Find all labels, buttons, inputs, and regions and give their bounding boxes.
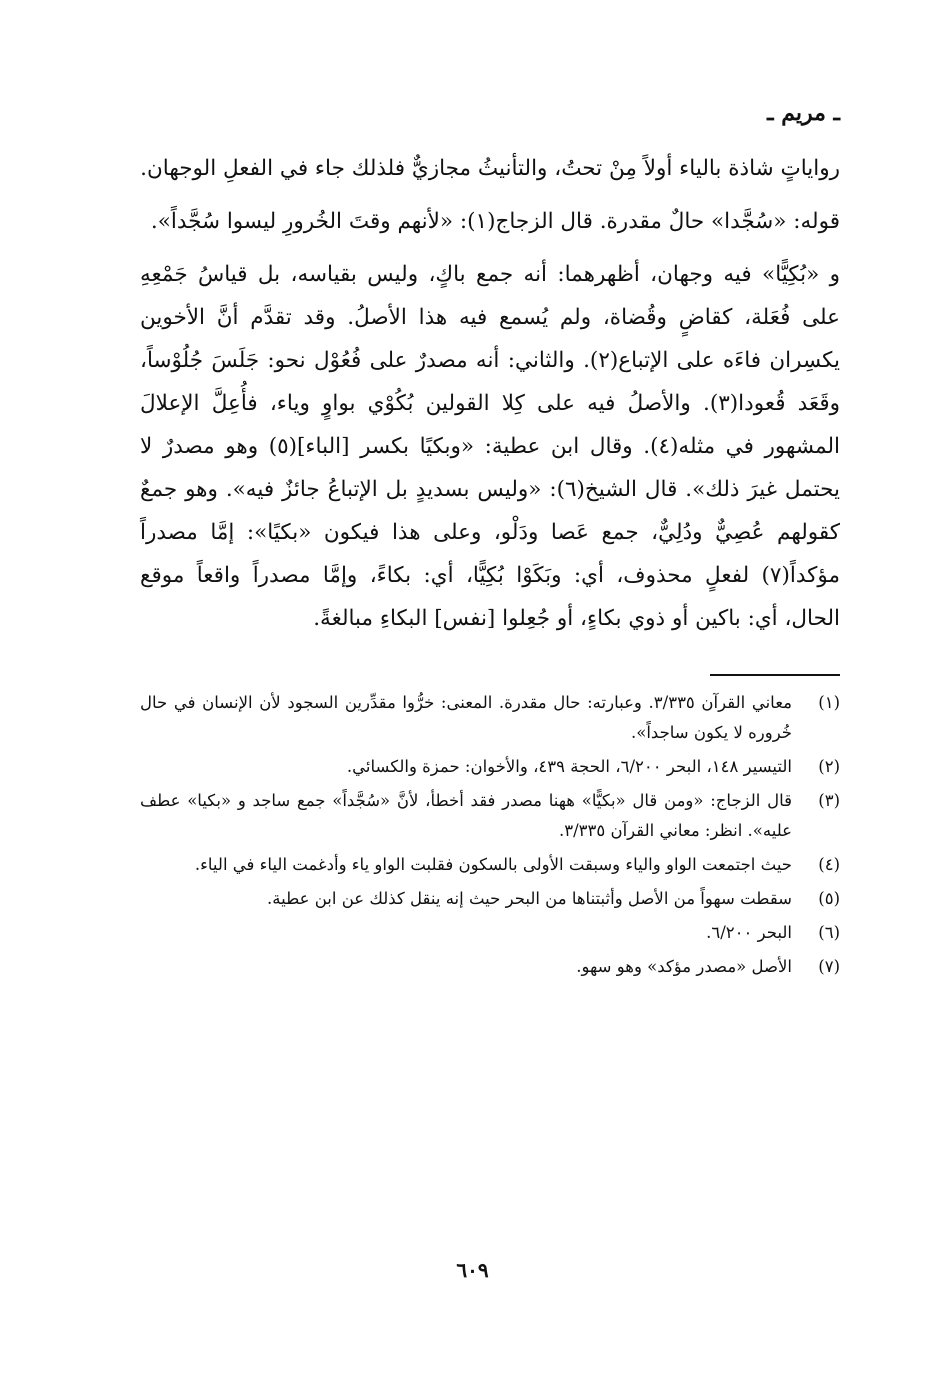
footnote-number: (٦) [818,923,840,942]
footnote-text: معاني القرآن ٣/٣٣٥. وعبارته: حال مقدرة. المعنى: خرُّوا مقدِّرين السجود لأن الإنسان في حال خُروره لا يكون ساجداً». [140,693,792,742]
footnote-number: (١) [818,693,840,712]
footnote-text: البحر ٦/٢٠٠. [706,923,792,942]
paragraph-3: و «بُكِيًّا» فيه وجهان، أظهرهما: أنه جمع باكٍ، وليس بقياسه، بل قياسُ جَمْعِهِ على فُعَلة، كقاضٍ وقُضاة، ولم يُسمع فيه هذا الأصلُ. وقد تقدَّم أنَّ الأخوين يكسِران فاءَه على الإتباع(٢). والثاني: أنه مصدرٌ على فُعُوْل نحو: جَلَسَ جُلُوْساً، وقَعَد قُعودا(٣). والأصلُ فيه على كِلا القولين بُكُوْي بواوٍ وياء، فأُعِلَّ الإعلالَ المشهور في مثله(٤). وقال ابن عطية: «وبكيًا بكسر [الباء](٥) وهو مصدرٌ لا يحتمل غيرَ ذلك». قال الشيخ(٦): «وليس بسديدٍ بل الإتباعُ جائزٌ فيه». وهو جمعٌ كقولهم عُصِيٌّ ودُلِيٌّ، جمع عَصا ودَلْو، وعلى هذا فيكون «بكيًا»: إمَّا مصدراً مؤكداً(٧) لفعلٍ محذوف، أي: وبَكَوْا بُكِيًّا، أي: بكاءً، وإمَّا مصدراً واقعاً موقع الحال، أي: باكين أو ذوي بكاءٍ، أو جُعِلوا [نفس] البكاءِ مبالغةً. [140,262,841,631]
footnote-text: سقطت سهواً من الأصل وأثبتناها من البحر حيث إنه ينقل كذلك عن ابن عطية. [267,889,792,908]
page-content [140,95,840,986]
page-number: ٦٠٩ [456,1258,489,1282]
footnote-6 [140,918,840,948]
footnote-text: قال الزجاج: «ومن قال «بكيًّا» ههنا مصدر فقد أخطأ، لأنَّ «سُجَّداً» جمع ساجد و «بكيا» عطف عليه». انظر: معاني القرآن ٣/٣٣٥. [140,791,792,840]
running-header: ـ مريم ـ [767,100,840,126]
footnote-number: (٤) [818,855,840,874]
footnote-text: الأصل «مصدر مؤكد» وهو سهو. [576,957,792,976]
paragraph-2: قوله: «سُجَّدا» حالٌ مقدرة. قال الزجاج(١): «لأنهم وقتَ الخُرورِ ليسوا سُجَّداً». [150,209,840,234]
footnote-4 [140,850,840,880]
main-text [140,147,840,640]
paragraph-1: رواياتٍ شاذة بالياء أولاً مِنْ تحتُ، والتأنيثُ مجازيٌّ فلذلك جاء في الفعلِ الوجهان. [140,156,840,181]
footnote-7 [140,952,840,982]
footnote-5 [140,884,840,914]
footnote-2 [140,752,840,782]
footnote-text: التيسير ١٤٨، البحر ٦/٢٠٠، الحجة ٤٣٩، والأخوان: حمزة والكسائي. [346,757,792,776]
footnote-3 [140,786,840,846]
footnote-text: حيث اجتمعت الواو والياء وسبقت الأولى بالسكون فقلبت الواو ياء وأدغمت الياء في الياء. [194,855,792,874]
footnote-number: (٣) [818,791,840,810]
footnote-number: (٧) [818,957,840,976]
footnote-number: (٥) [818,889,840,908]
footnote-number: (٢) [818,757,840,776]
footnote-divider [710,674,840,676]
footnotes-section [140,688,840,982]
footnote-1 [140,688,840,748]
